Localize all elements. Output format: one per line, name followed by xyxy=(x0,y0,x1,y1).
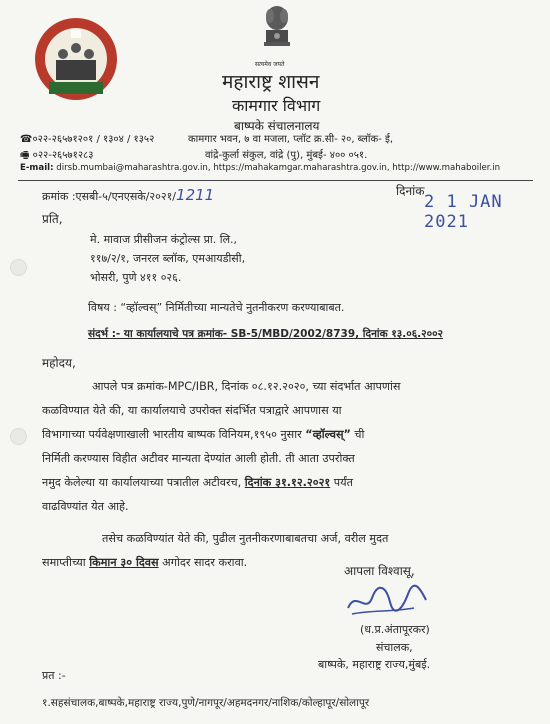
copy-recipients: १.सहसंचालक,बाष्पके,महाराष्ट्र राज्य,पुणे/नागपूर/अहमदनगर/नाशिक/कोल्हापूर/सोलापूर xyxy=(42,697,370,709)
reference-number xyxy=(42,186,214,204)
date-label: दिनांक xyxy=(396,184,425,198)
signatory-office: बाष्पके, महाराष्ट्र राज्य,मुंबई. xyxy=(318,658,431,671)
state-government-title: महाराष्ट्र शासन xyxy=(222,71,320,93)
directorate-logo xyxy=(33,16,119,102)
para1-line-5 xyxy=(42,471,522,495)
to-label: प्रति, xyxy=(42,212,63,226)
valves-term: “व्हॉल्वस्” xyxy=(305,428,351,441)
body-paragraph-2 xyxy=(42,527,522,575)
minimum-days: किमान ३० दिवस xyxy=(89,556,159,569)
email-text: dirsb.mumbai@maharashtra.gov.in, https://mahakamgar.maharashtra.gov.in, http://www.mahaboiler.in xyxy=(53,163,501,173)
addressee-line-3: भोसरी, पुणे ४११ ०२६. xyxy=(90,271,182,284)
reference-number-handwritten: 1211 xyxy=(176,186,215,204)
closing: आपला विश्वासू, xyxy=(344,564,415,578)
para2-line-1: तसेच कळविण्यांत येते की, पुढील नुतनीकरणाबाबतचा अर्ज, वरील मुदत xyxy=(102,532,389,545)
para1-line-3 xyxy=(42,423,522,447)
email-label: E-mail: xyxy=(20,163,54,173)
address-line-1: कामगार भवन, ७ वा मजला, प्लॉट क्र.सी- २०, ब्लॉक- ई, xyxy=(188,134,394,145)
salutation: महोदय, xyxy=(42,356,76,370)
department-title: कामगार विभाग xyxy=(232,96,321,115)
para1-line-5a: नमुद केलेल्या या कार्यालयाच्या पत्रातील अटीवरच, xyxy=(42,476,245,489)
para1-line-4: निर्मिती करण्यास विहीत अटीवर मान्यता देण्यांत आली होती. ती आता उपरोक्त xyxy=(42,452,355,465)
validity-date: दिनांक ३१.१२.२०२१ xyxy=(244,476,331,489)
reference-number-prefix: क्रमांक :एसबी-५/एनएसके/२०२१/ xyxy=(42,190,177,203)
para1-line-3c: ची xyxy=(350,428,365,441)
phone-numbers: ☎०२२-२६५७१२०१ / १३०४ / १३५२ xyxy=(20,134,155,145)
signatory-title: संचालक, xyxy=(376,641,413,654)
para2-line-2 xyxy=(42,551,522,575)
para1-line-6: वाढविण्यांत येत आहे. xyxy=(42,500,129,513)
email-line xyxy=(20,163,500,173)
reference-line: संदर्भ :- या कार्यालयाचे पत्र क्रमांक- SB-5/MBD/2002/8739, दिनांक १३.०६.२००२ xyxy=(88,328,443,340)
date-stamp: 2 1 JAN 2021 xyxy=(424,192,503,232)
addressee-line-1: मे. मावाज प्रीसीजन कंट्रोल्स प्रा. लि., xyxy=(90,233,238,246)
para1-line-1: आपले पत्र क्रमांक-MPC/IBR, दिनांक ०८.१२.२०२०, च्या संदर्भात आपणांस xyxy=(92,380,401,393)
body-paragraph-1 xyxy=(42,375,522,519)
punch-hole-top xyxy=(10,259,27,276)
signature xyxy=(342,580,432,620)
emblem-caption: सत्यमेव जयते xyxy=(255,61,285,68)
addressee-line-2: ११७/२/१, जनरल ब्लॉक, एमआयडीसी, xyxy=(90,252,246,265)
copy-label: प्रत :- xyxy=(42,669,66,682)
para1-line-3a: विभागाच्या पर्यवेक्षणाखाली भारतीय बाष्पक विनियम,१९५० नुसार xyxy=(42,428,306,441)
subject-line: विषय : “व्हॉल्वस्” निर्मितीच्या मान्यतेचे नुतनीकरण करण्याबाबत. xyxy=(88,301,345,314)
directorate-title: बाष्पके संचालनालय xyxy=(234,119,320,133)
para1-line-5c: पर्यंत xyxy=(330,476,353,489)
para1-line-2: कळविण्यात येते की, या कार्यालयाचे उपरोक्त संदर्भित पत्राद्वारे आपणास या xyxy=(42,404,342,417)
punch-hole-bottom xyxy=(10,428,27,445)
address-line-2: वांद्रे-कुर्ला संकुल, वांद्रे (पु), मुंबई- ४०० ०५१. xyxy=(205,150,368,161)
ashoka-emblem xyxy=(260,4,294,58)
fax-number: 🖷 ०२२-२६५७१२८३ xyxy=(20,150,94,161)
para2-line-2a: समाप्तीच्या xyxy=(42,556,90,569)
signatory-name: (ध.प्र.अंतापूरकर) xyxy=(360,623,430,636)
header-divider xyxy=(18,180,533,181)
para2-line-2c: अगोदर सादर करावा. xyxy=(158,556,248,569)
